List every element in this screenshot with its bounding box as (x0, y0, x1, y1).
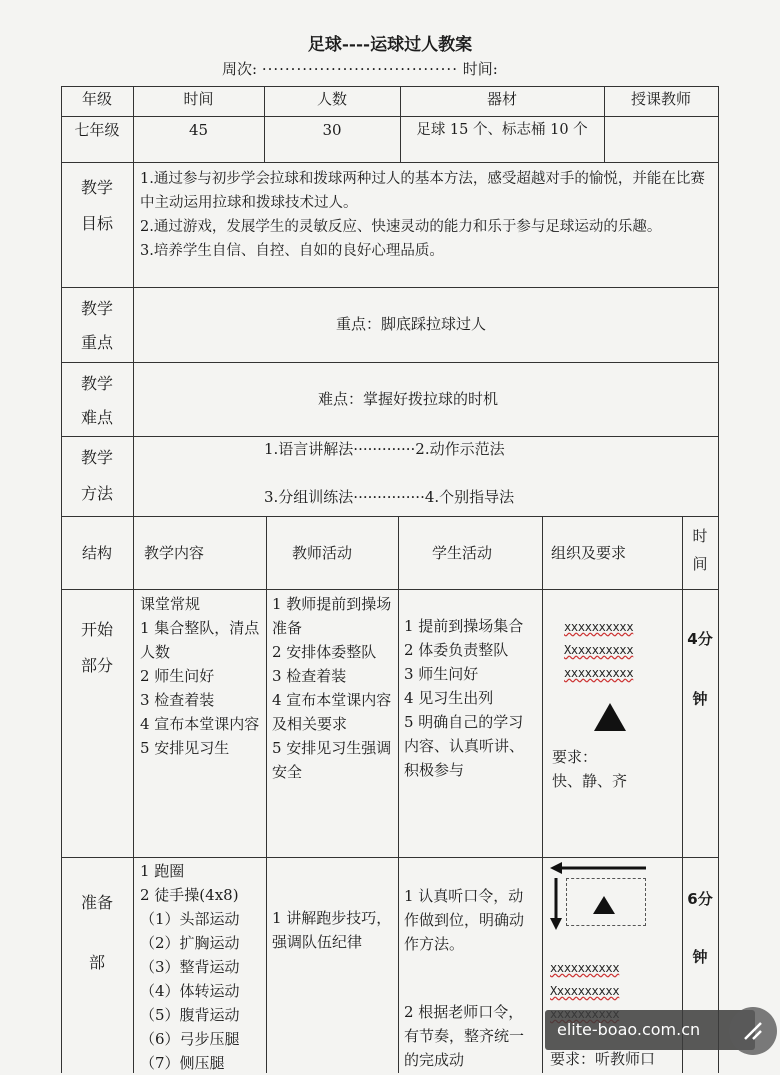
start-time: 4分钟 (687, 630, 713, 708)
prep-section-label: 准备部 (80, 893, 113, 972)
col-line (718, 86, 719, 1073)
formation-row: Xxxxxxxxxx (550, 984, 620, 998)
value-grade: 七年级 (74, 121, 120, 139)
methods-label: 教学方法 (80, 448, 113, 503)
methods-line-1: 1.语言讲解法·············2.动作示范法 (264, 440, 505, 458)
teacher-triangle-icon (593, 896, 615, 914)
objectives-text (140, 167, 714, 263)
methods-line-2: 3.分组训练法···············4.个别指导法 (264, 488, 515, 506)
start-teacher-activity: 1 教师提前到操场准备 2 安排体委整队 3 检查着装 4 宣布本堂课内容及相关要求 5 安排见习生强调安全 (272, 595, 392, 781)
header-time: 时间 (183, 90, 214, 108)
objective-item: 1.通过参与初步学会拉球和拨球两种过人的基本方法，感受超越对手的愉悦，并能在比赛中主动运用拉球和拨球技术过人。 (140, 171, 705, 211)
col-line (542, 516, 543, 1073)
start-content: 课堂常规 1 集合整队，清点人数 2 师生问好 3 检查着装 4 宣布本堂课内容 5 安排见习生 (140, 595, 260, 757)
col-line (398, 516, 399, 1073)
col-time: 时间 (692, 527, 708, 573)
prep-requirement: 要求：听教师口 (550, 1050, 656, 1068)
start-student-activity: 1 提前到操场集合 2 体委负责整队 3 师生问好 4 见习生出列 5 明确自己的学习内容、认真听讲、积极参与 (404, 617, 525, 779)
col-line (682, 516, 683, 1073)
prep-student-activity-2: 2 根据老师口令，有节奏，整齐统一的完成动 (404, 1003, 525, 1069)
col-teacher: 教师活动 (292, 544, 353, 562)
row-line (61, 116, 719, 117)
objectives-label: 教学目标 (80, 178, 113, 233)
watermark-banner: elite-boao.com.cn (545, 1010, 755, 1050)
dotted-leader: ·································· (261, 60, 458, 78)
difficulty-text: 难点：掌握好拨拉球的时机 (318, 390, 499, 408)
formation-row: xxxxxxxxxx (550, 961, 620, 975)
keypoint-text: 重点：脚底踩拉球过人 (336, 315, 487, 333)
row-line (61, 86, 719, 87)
difficulty-label: 教学难点 (80, 374, 113, 427)
time-label: 时间: (462, 60, 498, 78)
start-section-label: 开始部分 (80, 620, 113, 675)
row-line (61, 857, 719, 858)
row-line (61, 362, 719, 363)
header-equipment: 器材 (486, 90, 517, 108)
prep-time: 6分钟 (687, 890, 713, 966)
keypoint-label: 教学重点 (80, 299, 113, 352)
row-line (61, 287, 719, 288)
col-line (266, 516, 267, 1073)
prep-teacher-activity: 1 讲解跑步技巧，强调队伍纪律 (272, 909, 392, 951)
col-line (61, 86, 62, 1073)
start-requirement-label: 要求： (552, 748, 598, 766)
prep-student-activity-1: 1 认真听口令，动作做到位，明确动作方法。 (404, 887, 525, 953)
col-structure: 结构 (81, 544, 112, 562)
value-time: 45 (188, 121, 209, 139)
objective-item: 2.通过游戏，发展学生的灵敏反应、快速灵动的能力和乐于参与足球运动的乐趣。 (140, 219, 662, 235)
week-time-line (222, 58, 498, 79)
row-line (61, 516, 719, 517)
col-student: 学生活动 (432, 544, 493, 562)
teacher-triangle-icon (594, 703, 626, 731)
value-equipment: 足球 15 个、标志桶 10 个 (416, 122, 588, 138)
col-content: 教学内容 (144, 544, 205, 562)
page-title: 足球----运球过人教案 (307, 35, 473, 55)
week-label: 周次: (222, 60, 258, 78)
row-line (61, 162, 719, 163)
formation-row: xxxxxxxxxx (564, 620, 634, 634)
header-teacher: 授课教师 (630, 90, 691, 108)
objective-item: 3.培养学生自信、自控、自如的良好心理品质。 (140, 243, 444, 259)
col-organization: 组织及要求 (551, 544, 627, 562)
start-requirement: 快、静、齐 (552, 772, 628, 790)
header-grade: 年级 (81, 90, 112, 108)
row-line (61, 436, 719, 437)
row-line (61, 589, 719, 590)
formation-row: Xxxxxxxxxx (564, 643, 634, 657)
col-line (133, 86, 134, 1073)
formation-row: xxxxxxxxxx (564, 666, 634, 680)
prep-content: 1 跑圈 2 徒手操(4x8) （1）头部运动 （2）扩胸运动 （3）整背运动 （4）体转运动 （5）腹背运动 （6）弓步压腿 （7）侧压腿 (140, 862, 240, 1072)
header-count: 人数 (316, 90, 347, 108)
value-count: 30 (322, 121, 342, 139)
watermark-logo-icon (729, 1007, 777, 1055)
